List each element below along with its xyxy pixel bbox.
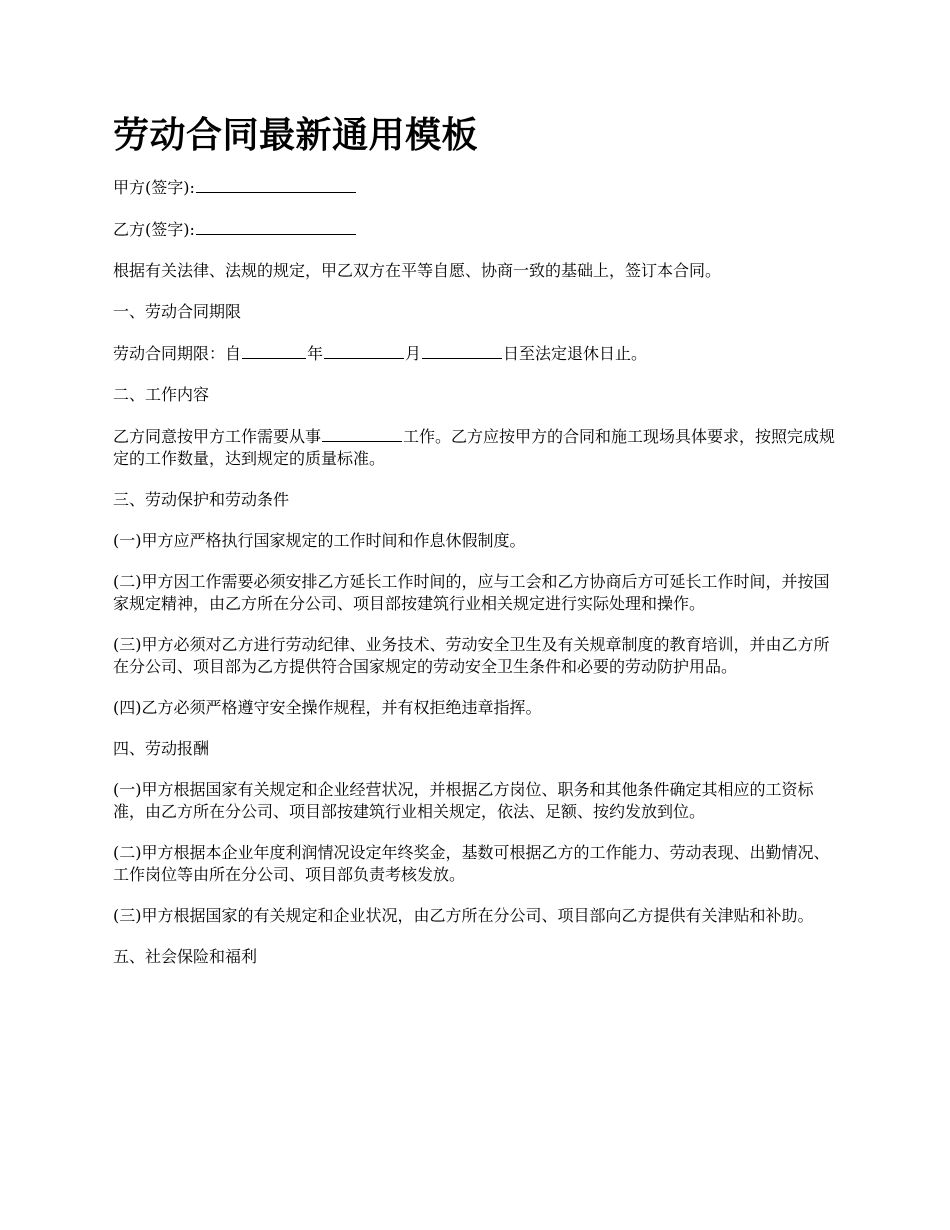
term-day-blank — [422, 342, 502, 359]
section-3-item-1: (一)甲方应严格执行国家规定的工作时间和作息休假制度。 — [113, 531, 526, 550]
section-3-heading: 三、劳动保护和劳动条件 — [113, 490, 290, 509]
work-content-suffix: 工作。乙方应按甲方的合同和施工现场具体要求，按照完成规定的工作数量，达到规定的质量标准。 — [113, 427, 836, 468]
section-3-item-2: (二)甲方因工作需要必须安排乙方延长工作时间的，应与工会和乙方协商后方可延长工作时间，并按国家规定精神，由乙方所在分公司、项目部按建筑行业相关规定进行实际处理和操作。 — [113, 572, 830, 613]
document-page — [113, 108, 841, 987]
party-a-label: 甲方(签字): — [113, 178, 195, 197]
contract-term-month: 月 — [405, 344, 422, 363]
section-1-heading: 一、劳动合同期限 — [113, 302, 242, 321]
work-type-blank — [322, 425, 402, 442]
section-4-item-3: (三)甲方根据国家的有关规定和企业状况，由乙方所在分公司、项目部向乙方提供有关津贴和补助。 — [113, 906, 814, 925]
contract-term-year: 年 — [307, 344, 324, 363]
contract-term-suffix: 日至法定退休日止。 — [503, 344, 648, 363]
work-content-paragraph — [113, 425, 841, 470]
contract-term-paragraph — [113, 342, 841, 365]
section-2-heading: 二、工作内容 — [113, 385, 210, 404]
section-4-item-1: (一)甲方根据国家有关规定和企业经营状况，并根据乙方岗位、职务和其他条件确定其相应的工资标准，由乙方所在分公司、项目部按建筑行业相关规定，依法、足额、按约发放到位。 — [113, 780, 814, 821]
section-3-item-3: (三)甲方必须对乙方进行劳动纪律、业务技术、劳动安全卫生及有关规章制度的教育培训，并由乙方所在分公司、项目部为乙方提供符合国家规定的劳动安全卫生条件和必要的劳动防护用品。 — [113, 635, 830, 676]
intro-paragraph: 根据有关法律、法规的规定，甲乙双方在平等自愿、协商一致的基础上，签订本合同。 — [113, 261, 722, 280]
document-title: 劳动合同最新通用模板 — [113, 115, 479, 156]
term-year-blank — [242, 342, 306, 359]
party-b-label: 乙方(签字): — [113, 220, 195, 239]
work-content-prefix: 乙方同意按甲方工作需要从事 — [113, 427, 322, 446]
section-4-item-2: (二)甲方根据本企业年度利润情况设定年终奖金，基数可根据乙方的工作能力、劳动表现、出勤情况、工作岗位等由所在分公司、项目部负责考核发放。 — [113, 843, 830, 884]
contract-term-prefix: 劳动合同期限：自 — [113, 344, 242, 363]
party-a-signature-blank — [196, 176, 356, 193]
term-month-blank — [324, 342, 404, 359]
section-4-heading: 四、劳动报酬 — [113, 739, 210, 758]
party-b-signature-blank — [196, 218, 356, 235]
section-3-item-4: (四)乙方必须严格遵守安全操作规程，并有权拒绝违章指挥。 — [113, 698, 542, 717]
section-5-heading: 五、社会保险和福利 — [113, 947, 258, 966]
party-a-signature-line — [113, 176, 841, 199]
party-b-signature-line — [113, 218, 841, 241]
